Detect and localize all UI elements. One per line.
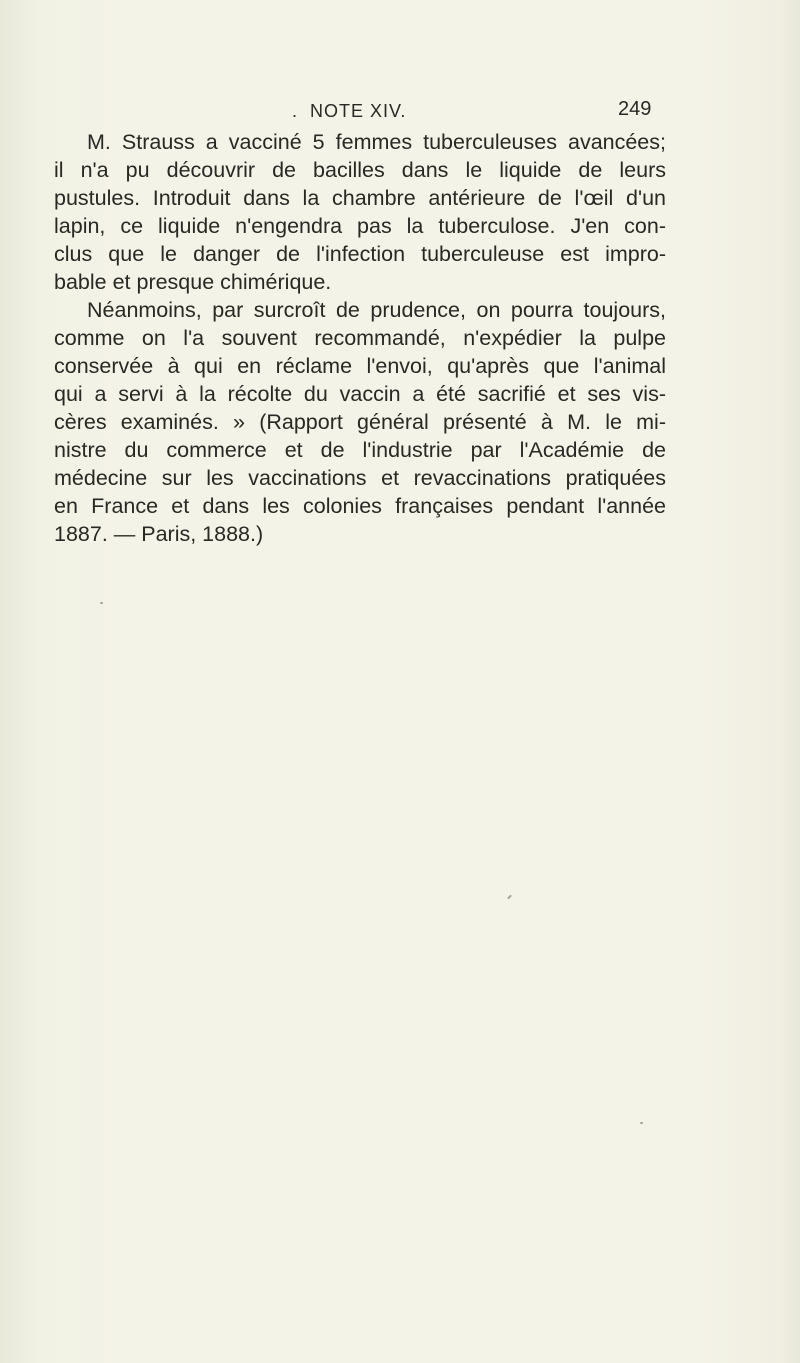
text-line: lapin, ce liquide n'engendra pas la tuberculose. J'en con-: [54, 214, 666, 238]
text-line: qui a servi à la récolte du vaccin a été sacrifié et ses vis-: [54, 382, 666, 406]
text-line: bable et presque chimérique.: [54, 270, 332, 294]
text-line: comme on l'a souvent recommandé, n'expédier la pulpe: [54, 326, 666, 350]
text-line: 1887. — Paris, 1888.): [54, 522, 264, 546]
text-line: cères examinés. » (Rapport général présenté à M. le mi-: [54, 410, 666, 434]
paper-speck: [100, 602, 103, 604]
running-head: [0, 98, 800, 128]
text-line: M. Strauss a vacciné 5 femmes tuberculeuses avancées;: [87, 130, 666, 154]
text-line: en France et dans les colonies françaises pendant l'année: [54, 494, 666, 518]
text-line: pustules. Introduit dans la chambre antérieure de l'œil d'un: [54, 186, 666, 210]
text-line: nistre du commerce et de l'industrie par l'Académie de: [54, 438, 666, 462]
body-text: [54, 128, 666, 548]
text-line: médecine sur les vaccinations et revaccinations pratiquées: [54, 466, 666, 490]
text-line: clus que le danger de l'infection tuberculeuse est impro-: [54, 242, 666, 266]
paper-speck: [640, 1122, 643, 1124]
running-head-title: NOTE XIV.: [310, 101, 407, 121]
text-line: conservée à qui en réclame l'envoi, qu'après que l'animal: [54, 354, 666, 378]
text-line: il n'a pu découvrir de bacilles dans le liquide de leurs: [54, 158, 666, 182]
page-number: 249: [618, 98, 652, 120]
running-head-dot: .: [292, 101, 298, 121]
text-line: Néanmoins, par surcroît de prudence, on pourra toujours,: [87, 298, 666, 322]
paper-speck: [507, 895, 512, 900]
